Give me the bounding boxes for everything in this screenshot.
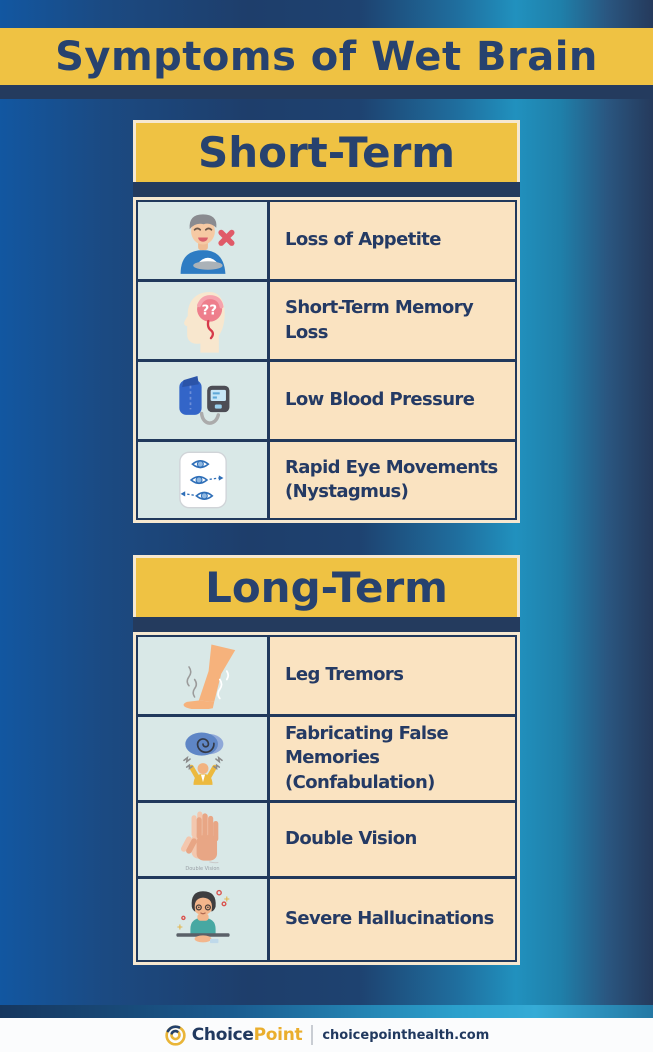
- symptom-label: Loss of Appetite: [285, 229, 441, 251]
- symptom-label: Severe Hallucinations: [285, 908, 494, 930]
- long-term-header: [133, 555, 520, 617]
- footer-divider: [311, 1025, 313, 1045]
- long-term-heading: Long-Term: [205, 563, 448, 612]
- table-row: [138, 442, 515, 518]
- symptom-cell: [270, 879, 515, 960]
- choicepoint-logo-icon: [164, 1024, 187, 1047]
- symptom-cell: [270, 202, 515, 279]
- table-row: [138, 202, 515, 282]
- table-row: [138, 282, 515, 362]
- symptom-label: Double Vision: [285, 828, 417, 850]
- choicepoint-logo: [164, 1024, 303, 1047]
- section-long-term: [133, 555, 520, 965]
- symptom-cell: [270, 637, 515, 714]
- symptom-cell: [270, 803, 515, 876]
- page-title: Symptoms of Wet Brain: [55, 33, 598, 80]
- short-term-heading: Short-Term: [197, 128, 456, 177]
- title-banner: [0, 28, 653, 85]
- symptom-label: Short-Term Memory Loss: [285, 297, 474, 343]
- eye-movements-icon: [138, 442, 270, 518]
- double-vision-icon: [138, 803, 270, 876]
- svg-text:??: ??: [201, 302, 217, 318]
- leg-tremors-icon: [138, 637, 270, 714]
- symptom-cell: [270, 362, 515, 439]
- table-row: [138, 362, 515, 442]
- table-row: [138, 717, 515, 803]
- short-term-header: [133, 120, 520, 182]
- bottom-shine-strip: [0, 1005, 653, 1018]
- long-term-header-shadow: [133, 617, 520, 632]
- title-banner-shadow: [0, 85, 653, 99]
- short-term-header-shadow: [133, 182, 520, 197]
- table-row: [138, 879, 515, 960]
- icon-caption: Double Vision: [185, 866, 220, 872]
- confabulation-icon: [138, 717, 270, 800]
- symptom-cell: [270, 442, 515, 518]
- brand-choice: Choice: [191, 1025, 254, 1045]
- brand-point: Point: [253, 1025, 303, 1045]
- table-row: [138, 803, 515, 879]
- long-term-table: [133, 632, 520, 965]
- blood-pressure-icon: [138, 362, 270, 439]
- hallucinations-icon: [138, 879, 270, 960]
- symptom-label: Low Blood Pressure: [285, 389, 475, 411]
- symptom-label: Rapid Eye Movements (Nystagmus): [285, 456, 498, 502]
- symptom-cell: [270, 717, 515, 800]
- footer: [0, 1018, 653, 1052]
- short-term-table: [133, 197, 520, 523]
- table-row: [138, 637, 515, 717]
- symptom-cell: [270, 282, 515, 359]
- memory-loss-icon: [138, 282, 270, 359]
- symptom-label: Leg Tremors: [285, 664, 404, 686]
- loss-of-appetite-icon: [138, 202, 270, 279]
- symptom-label: Fabricating False Memories (Confabulation): [285, 723, 449, 793]
- section-short-term: [133, 120, 520, 523]
- website-link[interactable]: choicepointhealth.com: [322, 1027, 490, 1043]
